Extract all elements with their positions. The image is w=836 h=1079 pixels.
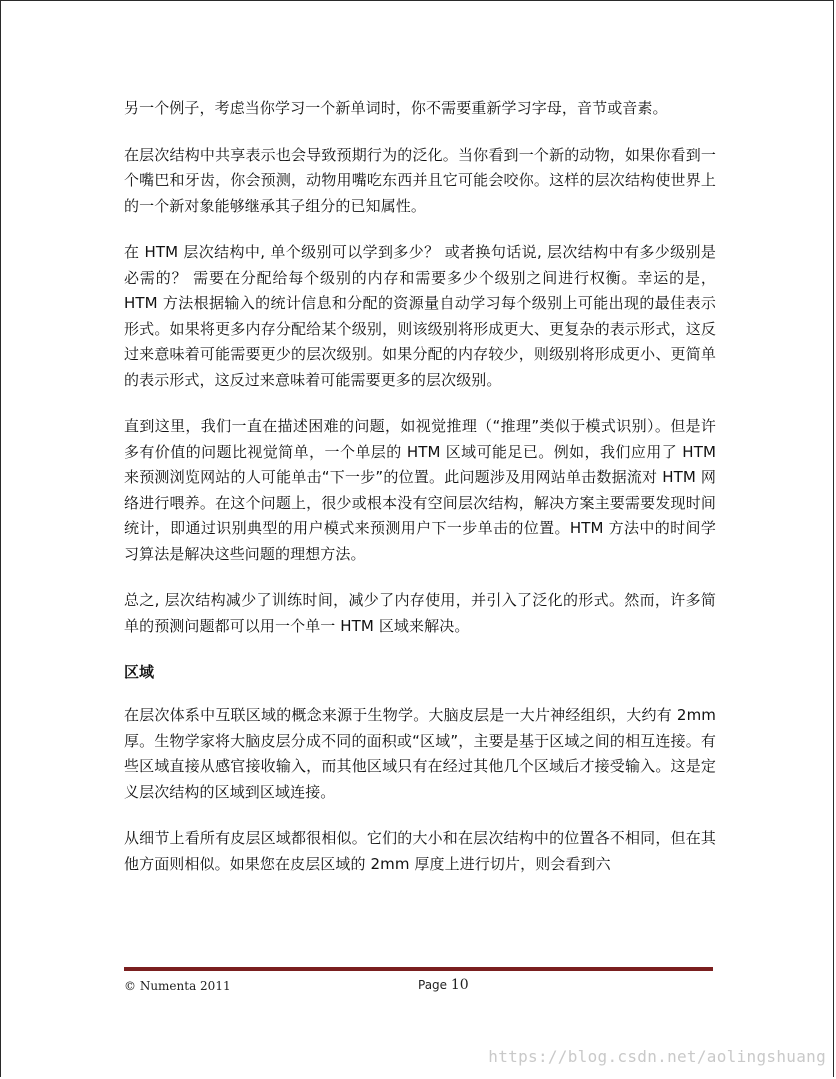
paragraph: 在 HTM 层次结构中, 单个级别可以学到多少？ 或者换句话说, 层次结构中有多少级别是必需的？ 需要在分配给每个级别的内存和需要多少个级别之间进行权衡。幸运的是，HTM 方法根据输入的统计信息和分配的资源量自动学习每个级别上可能出现的最佳表示形式。如果将更多内存分配给某个级别，则该级别将形成更大、更复杂的表示形式，这反过来意味着可能需要更少的层次级别。如果分配的内存较少，则级别将形成更小、更简单的表示形式，这反过来意味着可能需要更多的层次级别。 — [124, 243, 716, 389]
footer-divider — [124, 967, 713, 971]
watermark-url: https://blog.csdn.net/aolingshuang — [488, 1047, 826, 1066]
document-body — [124, 96, 716, 898]
footer-page-number — [418, 977, 469, 993]
paragraph: 总之, 层次结构减少了训练时间，减少了内存使用，并引入了泛化的形式。然而，许多简单的预测问题都可以用一个单一 HTM 区域来解决。 — [124, 591, 716, 635]
page-number: 10 — [450, 977, 469, 993]
page-label: Page — [418, 978, 448, 992]
paragraph: 另一个例子，考虑当你学习一个新单词时，你不需要重新学习字母，音节或音素。 — [124, 99, 668, 117]
paragraph: 从细节上看所有皮层区域都很相似。它们的大小和在层次结构中的位置各不相同，但在其他方面则相似。如果您在皮层区域的 2mm 厚度上进行切片，则会看到六 — [124, 829, 716, 873]
paragraph: 在层次体系中互联区域的概念来源于生物学。大脑皮层是一大片神经组织，大约有 2mm 厚。生物学家将大脑皮层分成不同的面积或“区域”，主要是基于区域之间的相互连接。有些区域直接从感官接收输入，而其他区域只有在经过其他几个区域后才接受输入。这是定义层次结构的区域到区域连接。 — [124, 706, 716, 801]
paragraph: 直到这里，我们一直在描述困难的问题，如视觉推理（“推理”类似于模式识别）。但是许多有价值的问题比视觉简单，一个单层的 HTM 区域可能足已。例如，我们应用了 HTM 来预测浏览网站的人可能单击“下一步”的位置。此问题涉及用网站单击数据流对 HTM 网络进行喂养。在这个问题上，很少或根本没有空间层次结构，解决方案主要需要发现时间统计，即通过识别典型的用户模式来预测用户下一步单击的位置。HTM 方法中的时间学习算法是解决这些问题的理想方法。 — [124, 417, 716, 563]
section-heading: 区域 — [124, 663, 155, 681]
footer-copyright: © Numenta 2011 — [124, 979, 231, 993]
paragraph: 在层次结构中共享表示也会导致预期行为的泛化。当你看到一个新的动物，如果你看到一个嘴巴和牙齿，你会预测，动物用嘴吃东西并且它可能会咬你。这样的层次结构使世界上的一个新对象能够继承其子组分的已知属性。 — [124, 145, 716, 215]
